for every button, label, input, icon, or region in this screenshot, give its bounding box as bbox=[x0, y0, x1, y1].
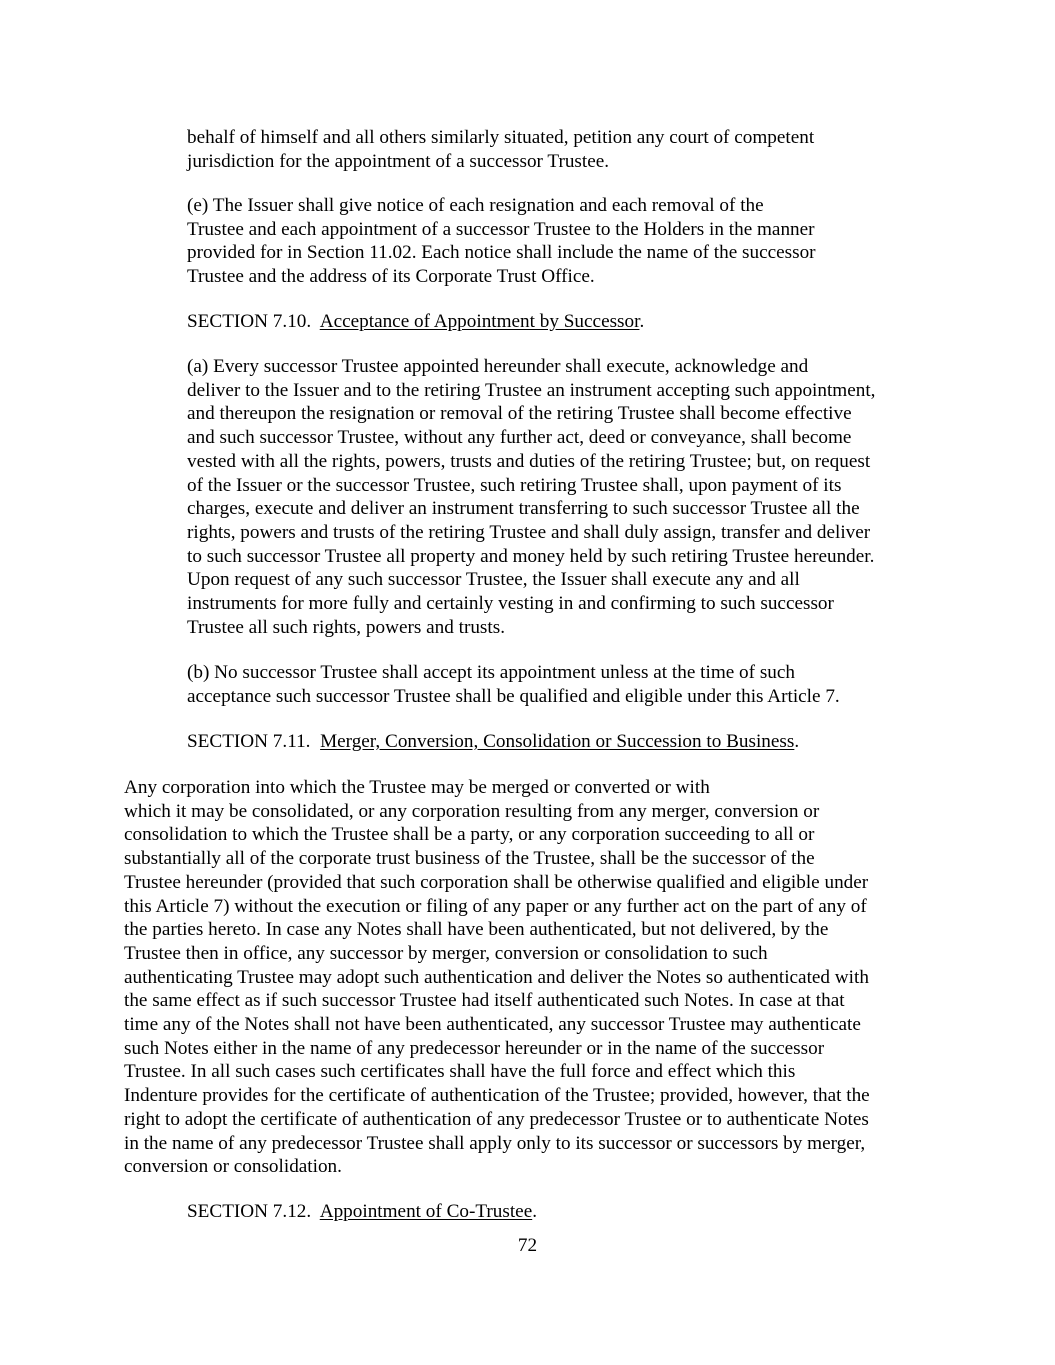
section-number: SECTION 7.12. bbox=[187, 1201, 312, 1222]
section-title: Acceptance of Appointment by Successor bbox=[319, 311, 640, 332]
section-period: . bbox=[639, 311, 645, 332]
section-period: . bbox=[532, 1201, 538, 1222]
paragraph-b-acceptance: (b) No successor Trustee shall accept its appointment unless at the time of such acceptance such successor Trustee shall be qualified and eligible under this Article 7. bbox=[187, 662, 840, 707]
section-heading-7-10 bbox=[187, 310, 644, 334]
paragraph-merger-body: Any corporation into which the Trustee may be merged or converted or with which it may be consolidated, or any corporation resulting from any merger, conversion or consolidation to which the Trustee shall be a party, or any corporation succeeding to all or substantially all of the corporate trust business of the Trustee, shall be the successor of the Trustee hereunder (provided that such corporation shall be otherwise qualified and eligible under this Article 7) without the execution or filing of any paper or any further act on the part of any of the parties hereto. In case any Notes shall have been authenticated, but not delivered, by the Trustee then in office, any successor by merger, conversion or consolidation to such authenticating Trustee may adopt such authentication and deliver the Notes so authenticated with the same effect as if such successor Trustee had itself authenticated such Notes. In case at that time any of the Notes shall not have been authenticated, any successor Trustee may authenticate such Notes either in the name of any predecessor hereunder or in the name of the successor Trustee. In all such cases such certificates shall have the full force and effect which this Indenture provides for the certificate of authentication of the Trustee; provided, however, that the right to adopt the certificate of authentication of any predecessor Trustee or to authenticate Notes in the name of any predecessor Trustee shall apply only to its successor or successors by merger, conversion or consolidation. bbox=[124, 777, 870, 1178]
section-number: SECTION 7.11. bbox=[187, 731, 311, 752]
paragraph-a-successor: (a) Every successor Trustee appointed hereunder shall execute, acknowledge and deliver to the Issuer and to the retiring Trustee an instrument accepting such appointment, and thereupon the resignation or removal of the retiring Trustee shall become effective and such successor Trustee, without any further act, deed or conveyance, shall become vested with all the rights, powers, trusts and duties of the retiring Trustee; but, on request of the Issuer or the successor Trustee, such retiring Trustee shall, upon payment of its charges, execute and deliver an instrument transferring to such successor Trustee all the rights, powers and trusts of the retiring Trustee and shall duly assign, transfer and deliver to such successor Trustee all property and money held by such retiring Trustee hereunder. Upon request of any such successor Trustee, the Issuer shall execute any and all instruments for more fully and certainly vesting in and confirming to such successor Trustee all such rights, powers and trusts. bbox=[187, 356, 876, 638]
section-title: Appointment of Co-Trustee bbox=[319, 1201, 533, 1222]
paragraph-continuation: behalf of himself and all others similarly situated, petition any court of competent jurisdiction for the appointment of a successor Trustee. bbox=[187, 127, 815, 172]
section-title: Merger, Conversion, Consolidation or Succession to Business bbox=[320, 731, 795, 752]
section-heading-7-11 bbox=[187, 730, 799, 754]
paragraph-e-notice: (e) The Issuer shall give notice of each resignation and each removal of the Trustee and each appointment of a successor Trustee to the Holders in the manner provided for in Section 11.02. Each notice shall include the name of the successor Trustee and the address of its Corporate Trust Office. bbox=[187, 195, 816, 288]
section-heading-7-12 bbox=[187, 1200, 537, 1224]
section-period: . bbox=[794, 731, 800, 752]
section-number: SECTION 7.10. bbox=[187, 311, 312, 332]
page-number: 72 bbox=[517, 1235, 538, 1256]
